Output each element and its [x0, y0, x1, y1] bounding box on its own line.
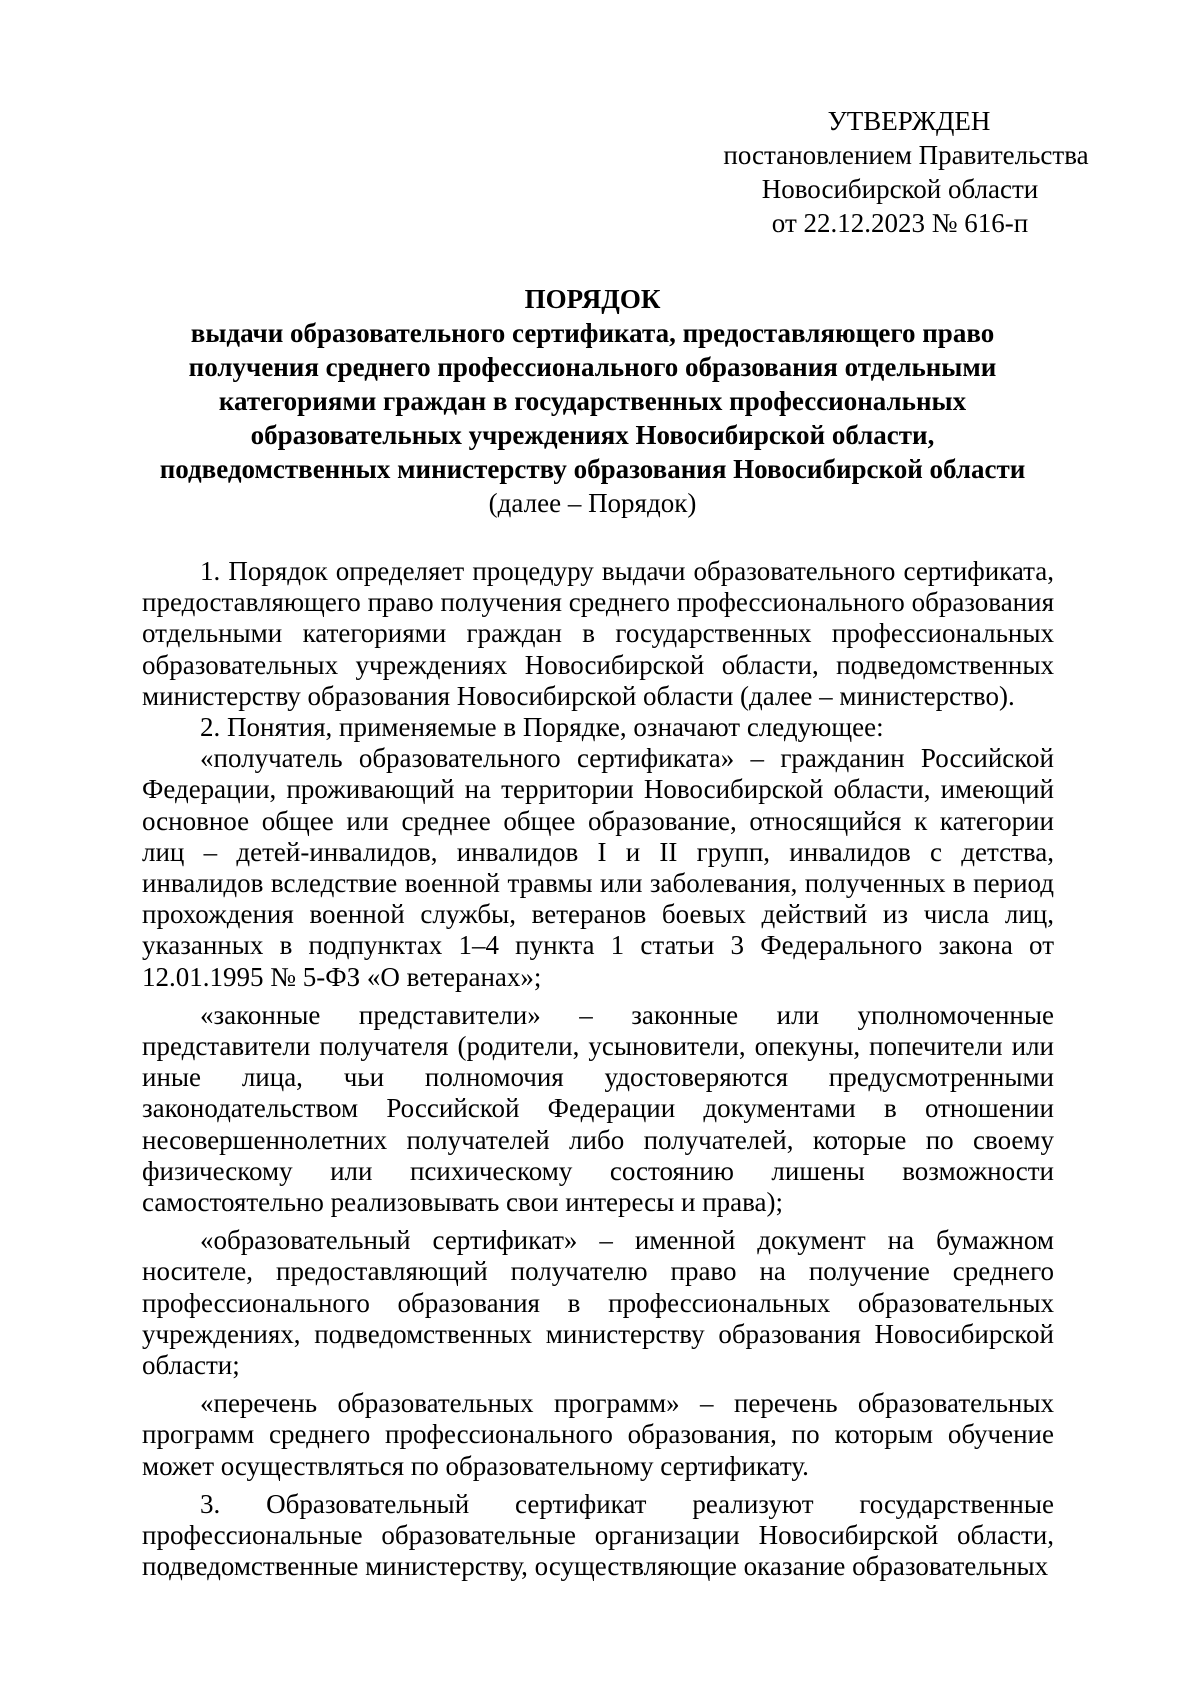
document-heading	[120, 282, 1065, 520]
approval-title: УТВЕРЖДЕН	[827, 106, 991, 136]
definition-program-list: «перечень образовательных программ» – перечень образовательных программ среднего профессионального образования, по которым обучение может осуществляться по образовательному сертификату.	[142, 1388, 1054, 1481]
paragraph-3: 3. Образовательный сертификат реализуют государственные профессиональные образовательные организации Новосибирской области, подведомственные министерству, осуществляющие оказание образовательных	[142, 1488, 1054, 1582]
document-title: ПОРЯДОК	[524, 284, 661, 314]
document-subtitle-line: образовательных учреждениях Новосибирской области,	[250, 420, 935, 450]
document-subtitle-line: получения среднего профессионального образования отдельными	[188, 352, 997, 382]
paragraph-1: 1. Порядок определяет процедуру выдачи образовательного сертификата, предоставляющего право получения среднего профессионального образования отдельными категориями граждан в государственных профессиональных образовательных учреждениях Новосибирской области, подведомственных министерству образования Новосибирской области (далее – министерство).	[142, 556, 1054, 711]
document-subtitle-line: категориями граждан в государственных профессиональных	[218, 386, 967, 416]
definition-certificate: «образовательный сертификат» – именной документ на бумажном носителе, предоставляющий получателю право на получение среднего профессионального образования в профессиональных образовательных учреждениях, подведомственных министерству образования Новосибирской области;	[142, 1225, 1054, 1381]
paragraph-2: 2. Понятия, применяемые в Порядке, означают следующее:	[200, 712, 884, 743]
approval-region: Новосибирской области	[761, 174, 1039, 204]
approval-decree: постановлением Правительства	[723, 140, 1089, 170]
definition-recipient: «получатель образовательного сертификата» – гражданин Российской Федерации, проживающий на территории Новосибирской области, имеющий основное общее или среднее общее образование, относящийся к категории лиц – детей-инвалидов, инвалидов I и II групп, инвалидов с детства, инвалидов вследствие военной травмы или заболевания, полученных в период прохождения военной службы, ветеранов боевых действий из числа лиц, указанных в подпунктах 1–4 пункта 1 статьи 3 Федерального закона от 12.01.1995 № 5-ФЗ «О ветеранах»;	[142, 743, 1054, 992]
document-subtitle-line: выдачи образовательного сертификата, предоставляющего право	[190, 318, 995, 348]
approval-stamp	[700, 104, 1100, 240]
approval-date-number: от 22.12.2023 № 616-п	[771, 208, 1029, 238]
document-subtitle-line: подведомственных министерству образования Новосибирской области	[159, 454, 1026, 484]
document-body	[142, 556, 1054, 1583]
definition-legal-representatives: «законные представители» – законные или уполномоченные представители получателя (родители, усыновители, опекуны, попечители или иные лица, чьи полномочия удостоверяются предусмотренными законодательством Российской Федерации документами в отношении несовершеннолетних получателей либо получателей, которые по своему физическому или психическому состоянию лишены возможности самостоятельно реализовывать свои интересы и права);	[142, 999, 1054, 1218]
document-short-name: (далее – Порядок)	[488, 488, 697, 518]
